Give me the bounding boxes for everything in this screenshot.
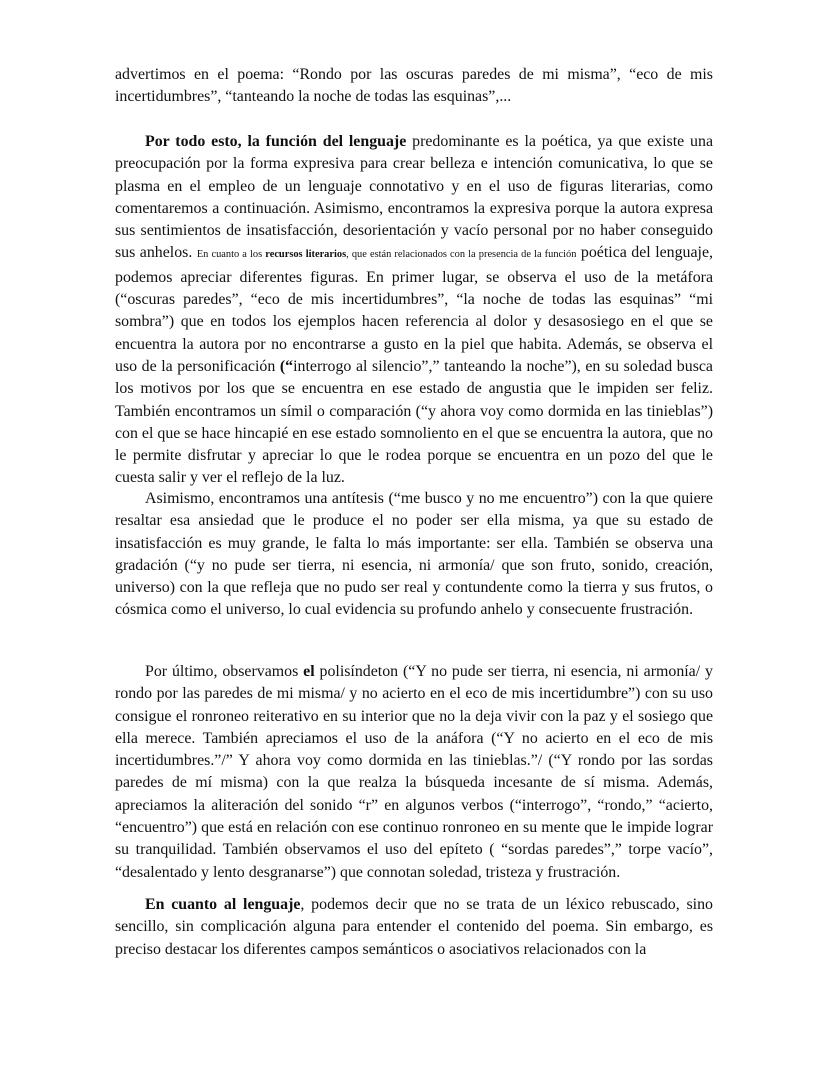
small-bold-text: recursos literarios	[265, 249, 347, 261]
paragraph-text: Por último, observamos	[145, 663, 304, 680]
bold-heading: En cuanto al lenguaje	[145, 896, 301, 913]
bold-heading: Por todo esto, la función del lenguaje	[145, 133, 407, 150]
bold-word: el	[303, 663, 315, 680]
paragraph-text: advertimos en el poema: “Rondo por las oscuras paredes de mi misma”, “eco de mis incertidumbres”, “tanteando la noche de todas las esquinas”,...	[115, 66, 713, 106]
paragraph-text: interrogo al silencio”,” tanteando la noche”), en su soledad busca los motivos por los que se encuentra en ese estado de angustia que le impiden ser feliz. También encontramos un símil o comparación (“y ahora voy como dormida en las tinieblas”) con el que se hace hincapié en ese estado somnoliento en el que se encuentra la autora, que no le permite disfrutar y apreciar lo que le rodea porque se encuentra en un pozo del que le cuesta salir y ver el reflejo de la luz.	[115, 357, 713, 487]
paragraph-text: Asimismo, encontramos una antítesis (“me busco y no me encuentro”) con la que quiere resaltar esa ansiedad que le produce el no poder ser ella misma, ya que su estado de insatisfacción es muy grande, le falta lo más importante: ser ella. También se observa una gradación (“y no pude ser tierra, ni esencia, ni armonía/ que son fruto, sonido, creación, universo) con la que refleja que no pudo ser real y contundente como la tierra y sus frutos, o cósmica como el universo, lo cual evidencia su profundo anhelo y consecuente frustración.	[115, 490, 713, 619]
small-text: En cuanto a los	[196, 249, 266, 261]
bold-quote: (“	[279, 357, 294, 375]
paragraph-function-language	[115, 131, 713, 490]
paragraph-text: predominante es la poética, ya que existe una preocupación por la forma expresiva para crear belleza e intención comunicativa, lo que se plasma en el empleo de un lenguaje connotativo y en el uso de figuras literarias, como comentaremos a continuación. Asimismo, encontramos la expresiva porque la autora expresa sus sentimientos de insatisfacción, desorientación y vacío personal por no haber conseguido sus anhelos.	[115, 133, 713, 262]
paragraph-text: poética del lenguaje, podemos apreciar diferentes figuras. En primer lugar, se observa el uso de la metáfora (“oscuras paredes”, “eco de mis incertidumbres”, “la noche de todas las esquinas” “mi sombra”) que en todos los ejemplos hacen referencia al dolor y desasosiego en el que se encuentra la autora por no encontrarse a gusto en la piel que habita. Además, se observa el uso de la personificación	[115, 244, 713, 375]
paragraph-language	[115, 894, 713, 961]
paragraph-antithesis	[115, 488, 713, 622]
paragraph-text: , podemos decir que no se trata de un léxico rebuscado, sino sencillo, sin complicación alguna para entender el contenido del poema. Sin embargo, es preciso destacar los diferentes campos semánticos o asociativos relacionados con la	[115, 896, 713, 958]
small-text: , que están relacionados con la presencia de la función	[346, 249, 577, 261]
paragraph-text: polisíndeton (“Y no pude ser tierra, ni esencia, ni armonía/ y rondo por las paredes de mi misma/ y no acierto en el eco de mis incertidumbre”) con su uso consigue el ronroneo reiterativo en su interior que no la deja vivir con la paz y el sosiego que ella merece. También apreciamos el uso de la anáfora (“Y no acierto en el eco de mis incertidumbres.”/” Y ahora voy como dormida en las tinieblas.”/ (“Y rondo por las sordas paredes de mí misma) con la que realza la búsqueda incesante de sí misma. Además, apreciamos la aliteración del sonido “r” en algunos verbos (“interrogo”, “rondo,” “acierto, “encuentro”) que está en relación con ese continuo ronroneo en su mente que le impide lograr su tranquilidad. También observamos el uso del epíteto ( “sordas paredes”,” torpe vacío”, “desalentado y lento desgranarse”) que connotan soledad, tristeza y frustración.	[115, 663, 713, 881]
paragraph-intro	[115, 64, 713, 109]
paragraph-polysyndeton	[115, 661, 713, 884]
